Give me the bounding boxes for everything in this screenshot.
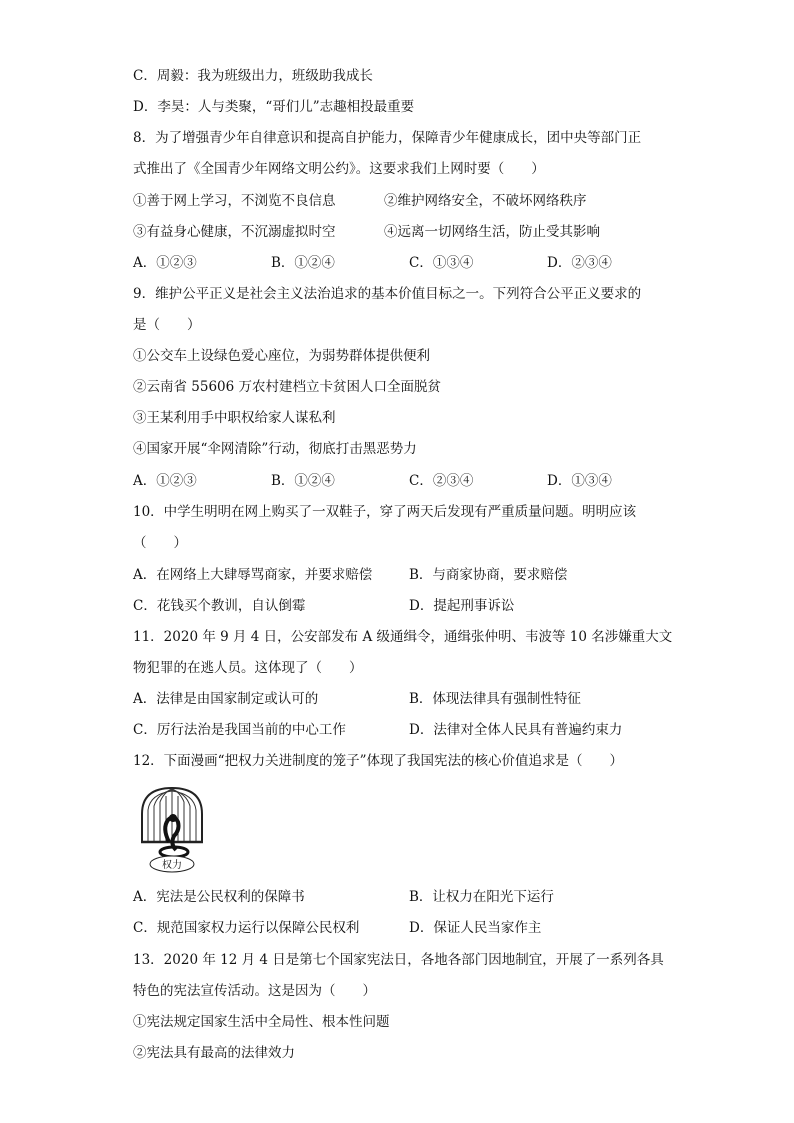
q11-option-d: D．法律对全体人民具有普遍约束力 bbox=[409, 722, 623, 738]
q12-option-c: C．规范国家权力运行以保障公民权利 bbox=[133, 920, 360, 936]
q10-stem-line2: （ ） bbox=[133, 535, 187, 551]
q9-item-1: ①公交车上设绿色爱心座位，为弱势群体提供便利 bbox=[133, 348, 430, 364]
q11-option-c: C．厉行法治是我国当前的中心工作 bbox=[133, 722, 346, 738]
q11-stem-line1: 11．2020 年 9 月 4 日，公安部发布 A 级通缉令，通缉张仲明、韦波等 10 名涉嫌重大文 bbox=[133, 629, 673, 645]
q10-option-d: D．提起刑事诉讼 bbox=[409, 598, 515, 614]
q7-option-d: D．李昊：人与类聚，“哥们儿”志趣相投最重要 bbox=[133, 99, 415, 115]
q7-option-c: C．周毅：我为班级出力，班级助我成长 bbox=[133, 68, 373, 84]
q13-item-1: ①宪法规定国家生活中全局性、根本性问题 bbox=[133, 1014, 390, 1030]
q13-item-2: ②宪法具有最高的法律效力 bbox=[133, 1045, 295, 1061]
q9-item-4: ④国家开展“伞网清除”行动，彻底打击黑恶势力 bbox=[133, 441, 417, 457]
q9-item-3: ③王某利用手中职权给家人谋私利 bbox=[133, 410, 336, 426]
q9-option-b: B．①②④ bbox=[271, 473, 335, 489]
q13-stem-line2: 特色的宪法宣传活动。这是因为（ ） bbox=[133, 983, 376, 999]
q8-stem-line2: 式推出了《全国青少年网络文明公约》。这要求我们上网时要（ ） bbox=[133, 161, 545, 177]
q9-stem-line1: 9．维护公平正义是社会主义法治追求的基本价值目标之一。下列符合公平正义要求的 bbox=[133, 286, 642, 302]
q10-option-c: C．花钱买个教训，自认倒霉 bbox=[133, 598, 306, 614]
q8-option-a: A．①②③ bbox=[133, 255, 197, 271]
q9-option-a: A．①②③ bbox=[133, 473, 197, 489]
cage-cartoon-image bbox=[136, 784, 208, 874]
q10-option-a: A．在网络上大肆辱骂商家，并要求赔偿 bbox=[133, 567, 373, 583]
q12-option-d: D．保证人民当家作主 bbox=[409, 920, 542, 936]
q13-stem-line1: 13．2020 年 12 月 4 日是第七个国家宪法日，各地各部门因地制宜，开展了一系列各具 bbox=[133, 952, 664, 968]
q12-option-a: A．宪法是公民权利的保障书 bbox=[133, 889, 305, 905]
q10-stem-line1: 10．中学生明明在网上购买了一双鞋子，穿了两天后发现有严重质量问题。明明应该 bbox=[133, 504, 637, 520]
q8-item-3: ③有益身心健康，不沉溺虚拟时空 bbox=[133, 224, 336, 240]
q11-stem-line2: 物犯罪的在逃人员。这体现了（ ） bbox=[133, 660, 363, 676]
q11-option-b: B．体现法律具有强制性特征 bbox=[409, 691, 581, 707]
q8-item-4: ④远离一切网络生活，防止受其影响 bbox=[384, 224, 600, 240]
q12-stem: 12．下面漫画“把权力关进制度的笼子”体现了我国宪法的核心价值追求是（ ） bbox=[133, 753, 623, 769]
q11-option-a: A．法律是由国家制定或认可的 bbox=[133, 691, 319, 707]
q8-stem-line1: 8．为了增强青少年自律意识和提高自护能力，保障青少年健康成长，团中央等部门正 bbox=[133, 130, 642, 146]
q8-item-2: ②维护网络安全，不破坏网络秩序 bbox=[384, 193, 587, 209]
cartoon-label: 权力 bbox=[162, 860, 182, 871]
q8-option-d: D．②③④ bbox=[547, 255, 612, 271]
q8-option-c: C．①③④ bbox=[409, 255, 474, 271]
q10-option-b: B．与商家协商，要求赔偿 bbox=[409, 567, 568, 583]
q8-option-b: B．①②④ bbox=[271, 255, 335, 271]
q8-item-1: ①善于网上学习，不浏览不良信息 bbox=[133, 193, 336, 209]
q9-item-2: ②云南省 55606 万农村建档立卡贫困人口全面脱贫 bbox=[133, 379, 442, 395]
q9-option-d: D．①③④ bbox=[547, 473, 612, 489]
q9-stem-line2: 是（ ） bbox=[133, 317, 201, 333]
q12-option-b: B．让权力在阳光下运行 bbox=[409, 889, 554, 905]
q9-option-c: C．②③④ bbox=[409, 473, 474, 489]
